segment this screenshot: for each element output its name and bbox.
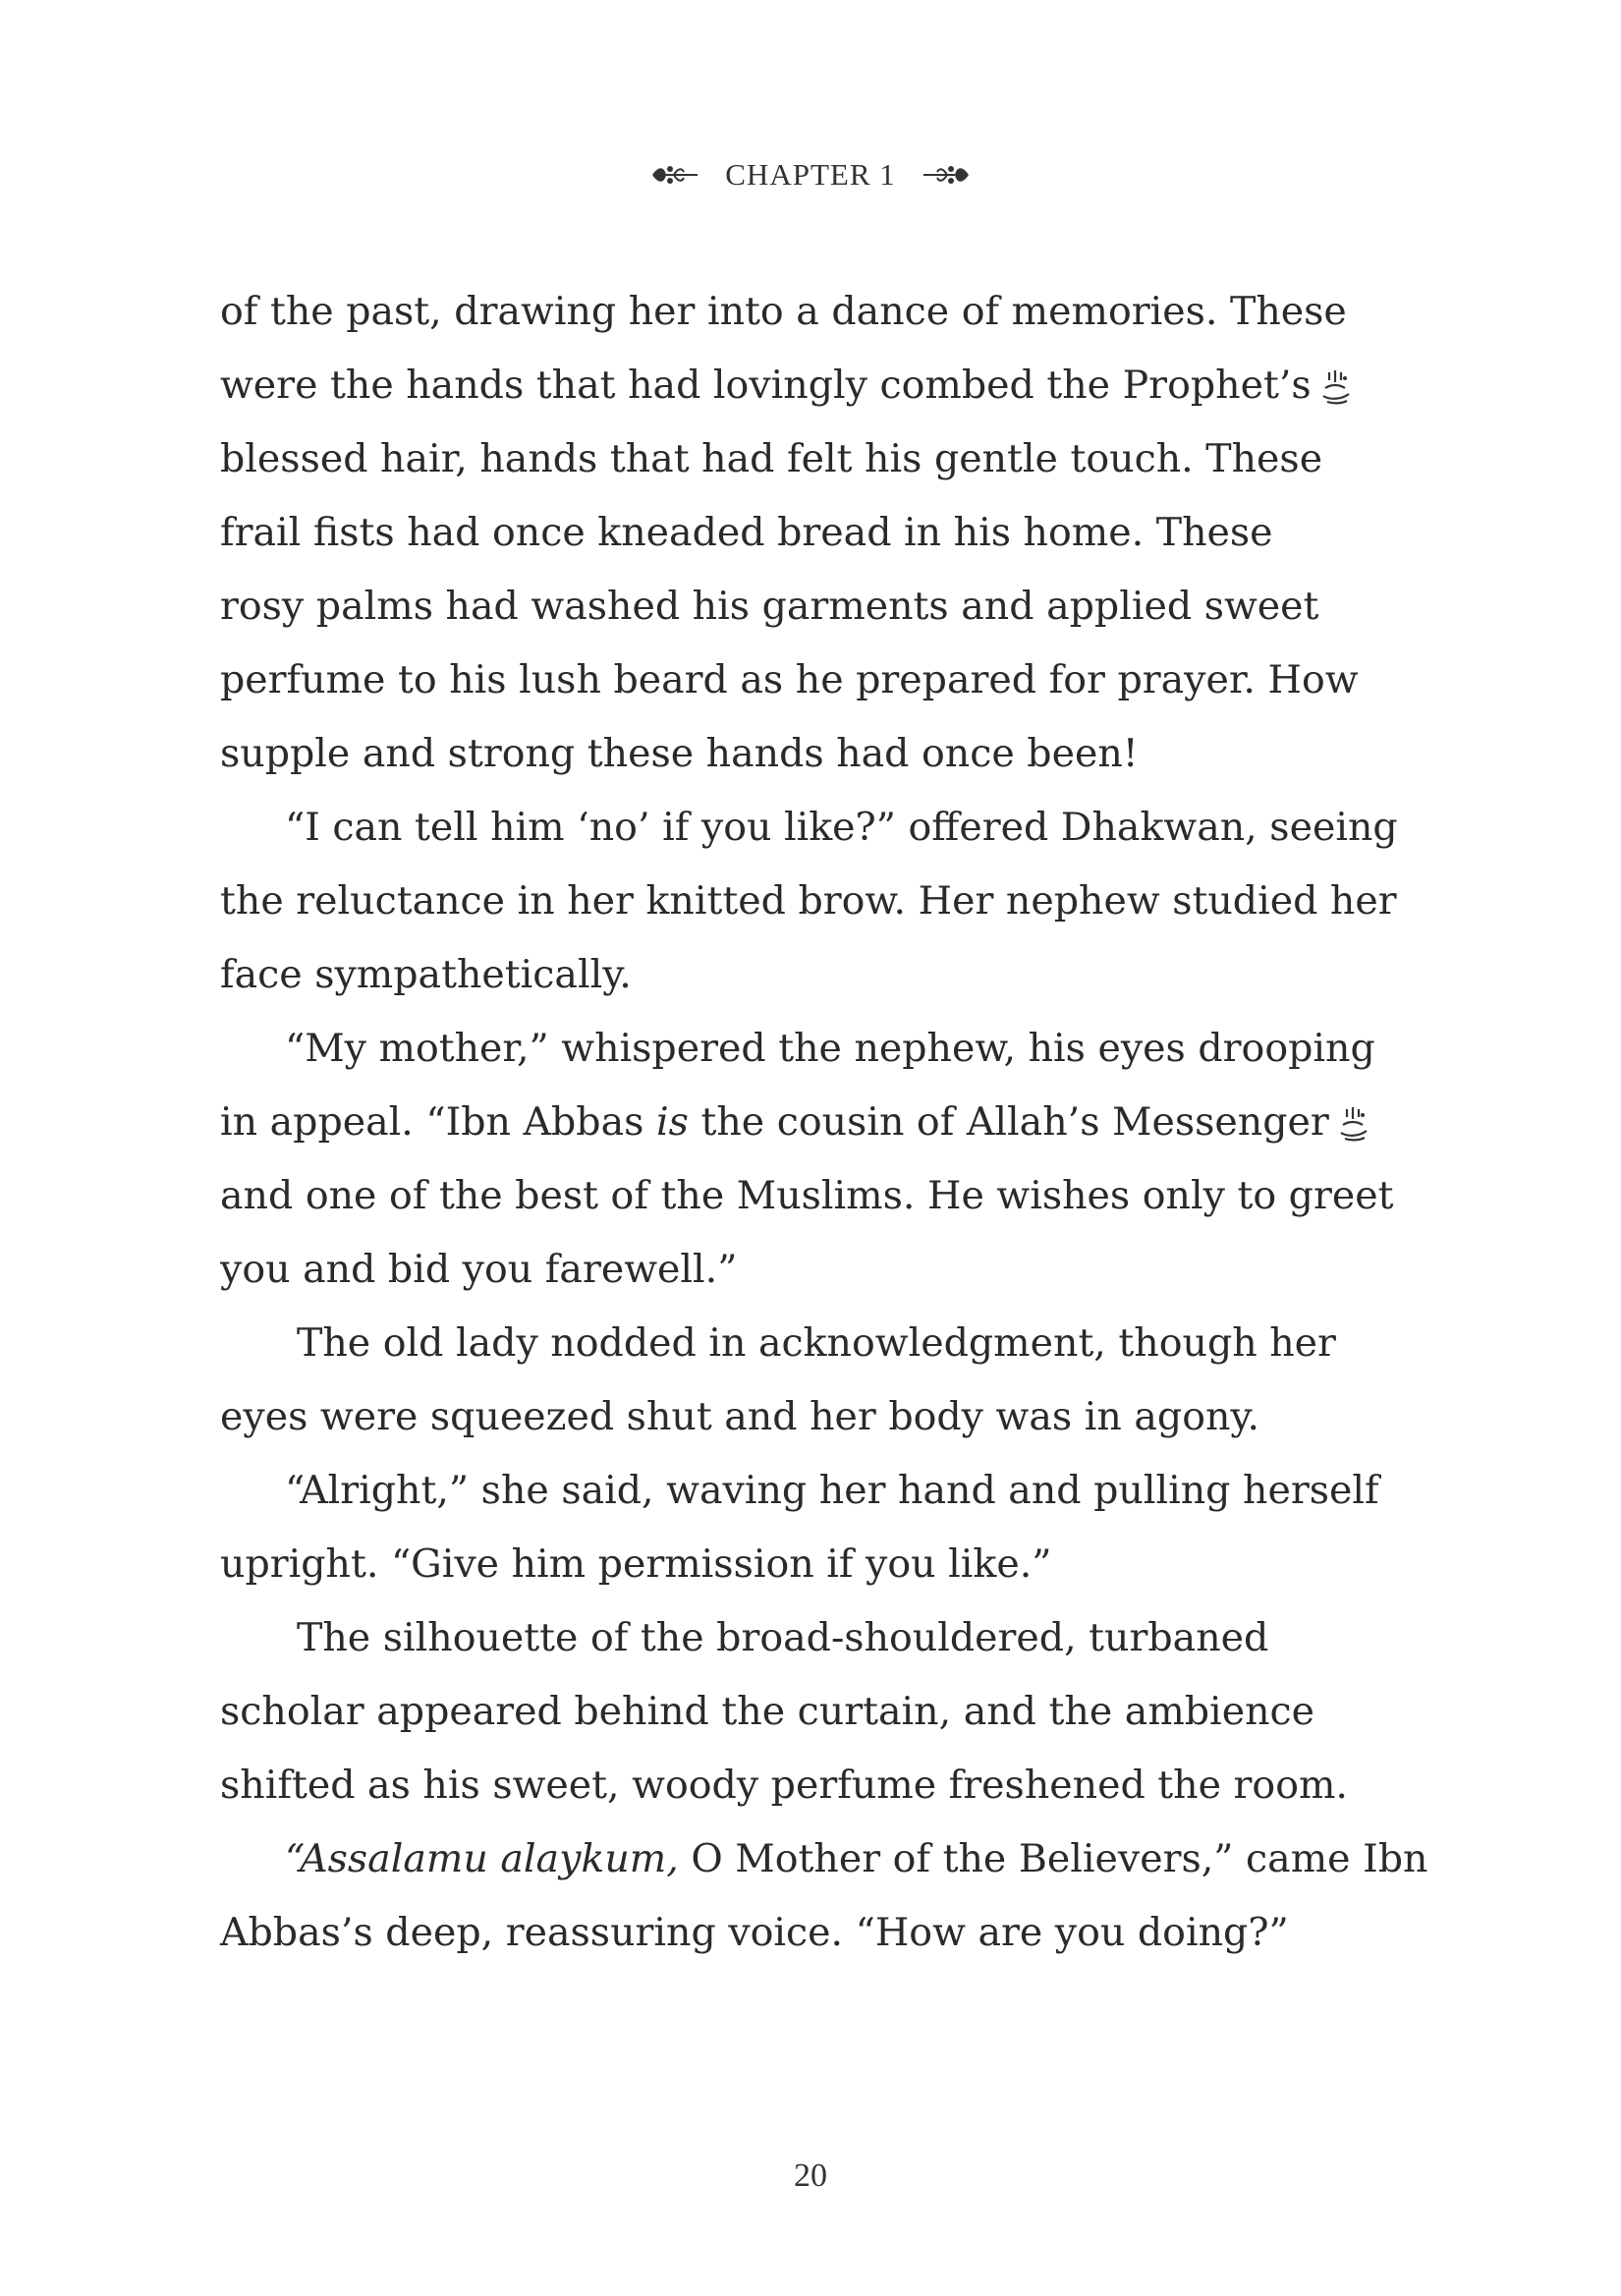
text-line: scholar appeared behind the curtain, and the ambience [220,1689,1315,1734]
text-line: and one of the best of the Muslims. He wishes only to greet [220,1173,1394,1218]
text-line: blessed hair, hands that had felt his gentle touch. These [220,436,1323,481]
text-line: face sympathetically. [220,952,632,997]
text-line: “Assalamu alaykum, O Mother of the Believers,” came Ibn [285,1836,1428,1881]
body-text [220,275,1428,1970]
salawat-ligature-icon [1319,366,1353,406]
left-fleuron-icon [648,162,699,188]
running-head [0,153,1621,196]
text-line: rosy palms had washed his garments and applied sweet [220,584,1319,629]
text-line: “Alright,” she said, waving her hand and pulling herself [285,1468,1379,1513]
text-line: shifted as his sweet, woody perfume freshened the room. [220,1763,1348,1808]
text-line: the reluctance in her knitted brow. Her nephew studied her [220,878,1397,924]
text-line: The silhouette of the broad-shouldered, turbaned [297,1615,1269,1660]
text-line: perfume to his lush beard as he prepared for prayer. How [220,657,1359,702]
text-line: eyes were squeezed shut and her body was in agony. [220,1394,1260,1439]
text-line: “My mother,” whispered the nephew, his eyes drooping [285,1026,1375,1071]
text-line: were the hands that had lovingly combed the Prophet’s [220,349,1374,422]
right-fleuron-icon [922,162,973,188]
text-line: of the past, drawing her into a dance of memories. These [220,289,1347,334]
page-number: 20 [794,2157,827,2194]
text-line: in appeal. “Ibn Abbas is the cousin of Allah’s Messenger [220,1086,1374,1159]
text-line: “I can tell him ‘no’ if you like?” offered Dhakwan, seeing [285,805,1398,850]
text-line: supple and strong these hands had once been! [220,731,1139,776]
text-line: frail fists had once kneaded bread in his home. These [220,510,1273,555]
text-line: Abbas’s deep, reassuring voice. “How are you doing?” [220,1910,1289,1955]
salawat-ligature-icon [1337,1103,1370,1143]
text-line: The old lady nodded in acknowledgment, though her [297,1320,1336,1366]
text-line: upright. “Give him permission if you like.” [220,1541,1052,1587]
chapter-title: CHAPTER 1 [725,157,896,192]
text-line: you and bid you farewell.” [220,1247,738,1292]
